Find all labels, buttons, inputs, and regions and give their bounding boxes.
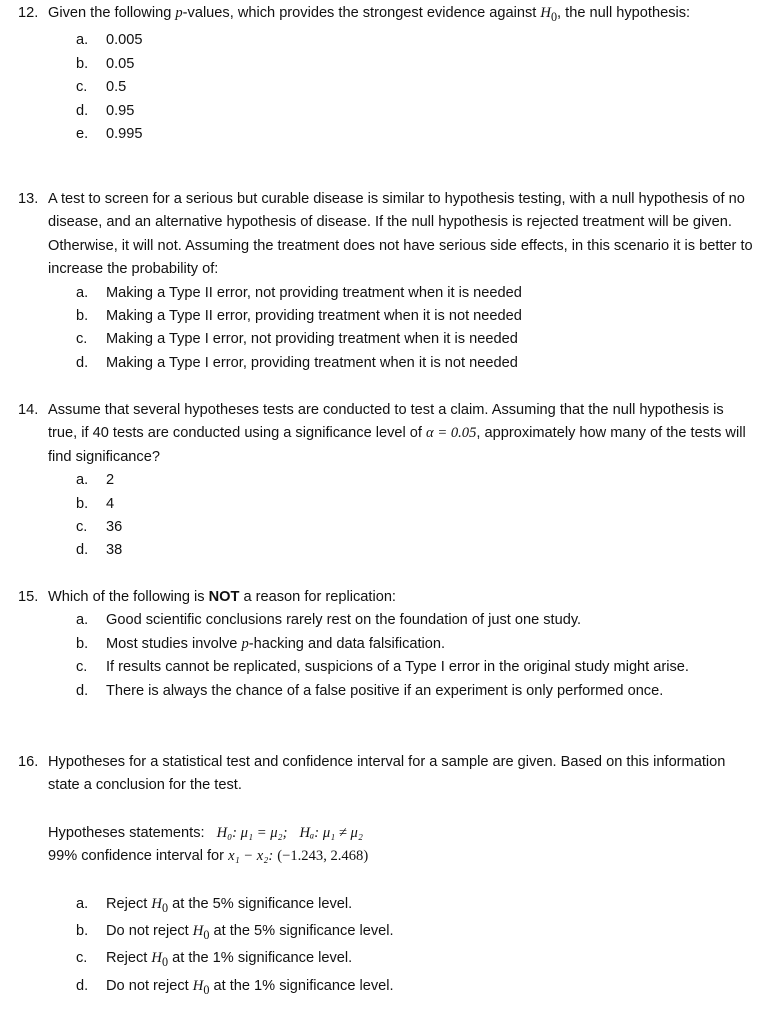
question-13	[18, 188, 754, 375]
question-number: 12.	[18, 5, 39, 21]
option-a: a. Reject $H_0$ at the 5% significance level.	[76, 895, 353, 915]
option-d: d. 38	[76, 542, 123, 559]
option-a: a. Good scientific conclusions rarely rest on the foundation of just one study.	[76, 612, 582, 629]
option-b: b. 0.05	[76, 55, 135, 72]
option-c: c. 0.5	[76, 79, 127, 96]
question-number: 13.	[18, 191, 39, 207]
option-d: d. 0.95	[76, 102, 135, 119]
option-c: c. 36	[76, 519, 123, 536]
null-hypothesis: H₀: μ₁ = μ₂;	[216, 824, 288, 841]
option-b: b. Making a Type II error, providing treatment when it is not needed	[76, 308, 522, 325]
question-number: 16.	[18, 754, 39, 770]
option-a: a. Making a Type II error, not providing treatment when it is needed	[76, 284, 522, 301]
option-b: b. Do not reject $H_0$ at the 5% significance level.	[76, 922, 394, 942]
option-d: d. There is always the chance of a false positive if an experiment is only performed once.	[76, 682, 664, 699]
question-stem: 16. Hypotheses for a statistical test and confidence interval for a sample are given. Based on this information state a conclusion for the test.	[18, 751, 754, 798]
question-number: 15.	[18, 589, 39, 605]
options-list	[18, 893, 754, 1002]
question-stem: 15. Which of the following is NOT a reason for replication:	[18, 586, 754, 609]
question-12	[18, 2, 754, 146]
option-c: c. Reject $H_0$ at the 1% significance level.	[76, 950, 353, 970]
option-c: c. If results cannot be replicated, suspicions of a Type I error in the original study might arise.	[76, 659, 689, 676]
question-stem: 13. A test to screen for a serious but curable disease is similar to hypothesis testing, with a null hypothesis of no disease, and an alternative hypothesis of disease. If the null hypothesis is rejected treatment will be given. Otherwise, it will not. Assuming the treatment does not have serious side effects, in this scenario it is better to increase the probability of:	[18, 188, 754, 282]
question-16	[18, 751, 754, 1002]
hypotheses-block	[18, 822, 754, 869]
options-list	[18, 29, 754, 146]
options-list	[18, 609, 754, 703]
option-c: c. Making a Type I error, not providing treatment when it is needed	[76, 331, 518, 348]
option-b: b. Most studies involve p-hacking and data falsification.	[76, 635, 446, 652]
question-stem: 14. Assume that several hypotheses tests are conducted to test a claim. Assuming that the null hypothesis is true, if 40 tests are conducted using a significance level of α = 0.05, approximately how many of the tests will find significance?	[18, 399, 754, 469]
option-d: d. Do not reject $H_0$ at the 1% significance level.	[76, 977, 394, 997]
alternative-hypothesis: Hₐ: μ₁ ≠ μ₂	[299, 824, 363, 841]
option-d: d. Making a Type I error, providing treatment when it is not needed	[76, 354, 518, 371]
question-number: 14.	[18, 402, 39, 418]
hypotheses-statements: Hypotheses statements: H₀: μ₁ = μ₂; Hₐ: μ₁ ≠ μ₂	[48, 824, 363, 841]
question-15	[18, 586, 754, 703]
option-b: b. 4	[76, 495, 115, 512]
option-a: a. 2	[76, 472, 115, 489]
options-list	[18, 282, 754, 376]
question-stem: 12. Given the following p-values, which provides the strongest evidence against $H_0$, the null hypothesis:	[18, 2, 754, 29]
option-e: e. 0.995	[76, 125, 143, 142]
confidence-interval: 99% confidence interval for x₁ − x₂: (−1.243, 2.468)	[48, 848, 369, 865]
interval-value: (−1.243, 2.468)	[277, 848, 369, 865]
question-14	[18, 399, 754, 563]
options-list	[18, 469, 754, 563]
option-a: a. 0.005	[76, 32, 143, 49]
